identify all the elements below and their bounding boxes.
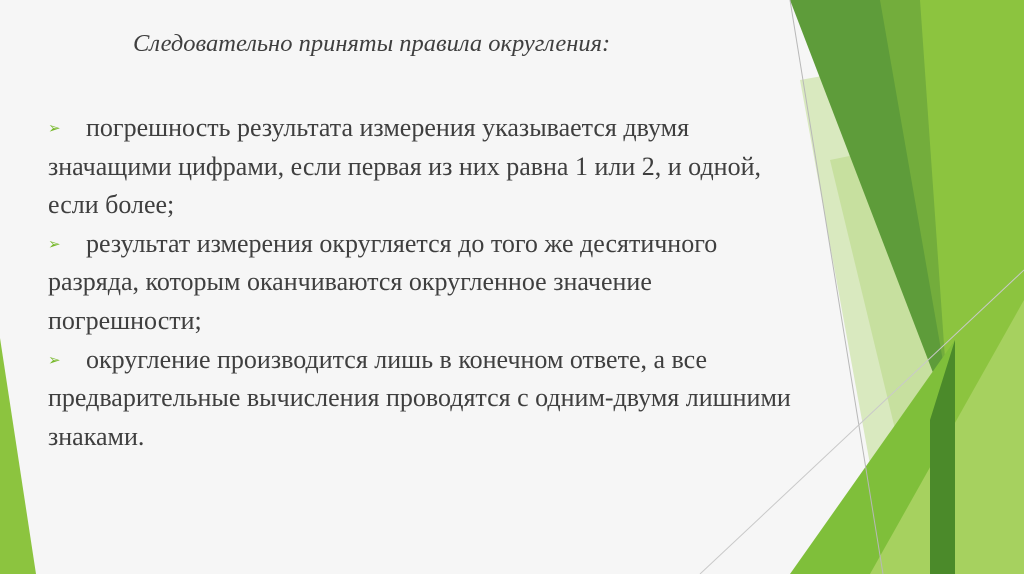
arrow-bullet-icon: ➢ — [48, 350, 61, 369]
bullet-text: округление производится лишь в конечном ответе, а все предварительные вычисления проводятся с одним-двумя лишними знаками. — [48, 344, 791, 451]
bullet-text: погрешность результата измерения указывается двумя значащими цифрами, если первая из них равна 1 или 2, и одной, если более; — [48, 113, 761, 220]
bullet-text: результат измерения округляется до того же десятичного разряда, которым оканчиваются округленное значение погрешности; — [48, 228, 718, 335]
arrow-bullet-icon: ➢ — [48, 234, 61, 253]
bullet-item — [48, 109, 808, 225]
bullet-item — [48, 341, 808, 457]
bullet-item — [48, 225, 808, 341]
left-edge-shape — [0, 338, 36, 574]
bullet-list — [48, 109, 808, 456]
arrow-bullet-icon: ➢ — [48, 119, 61, 137]
slide-title: Следовательно приняты правила округления: — [133, 30, 611, 57]
